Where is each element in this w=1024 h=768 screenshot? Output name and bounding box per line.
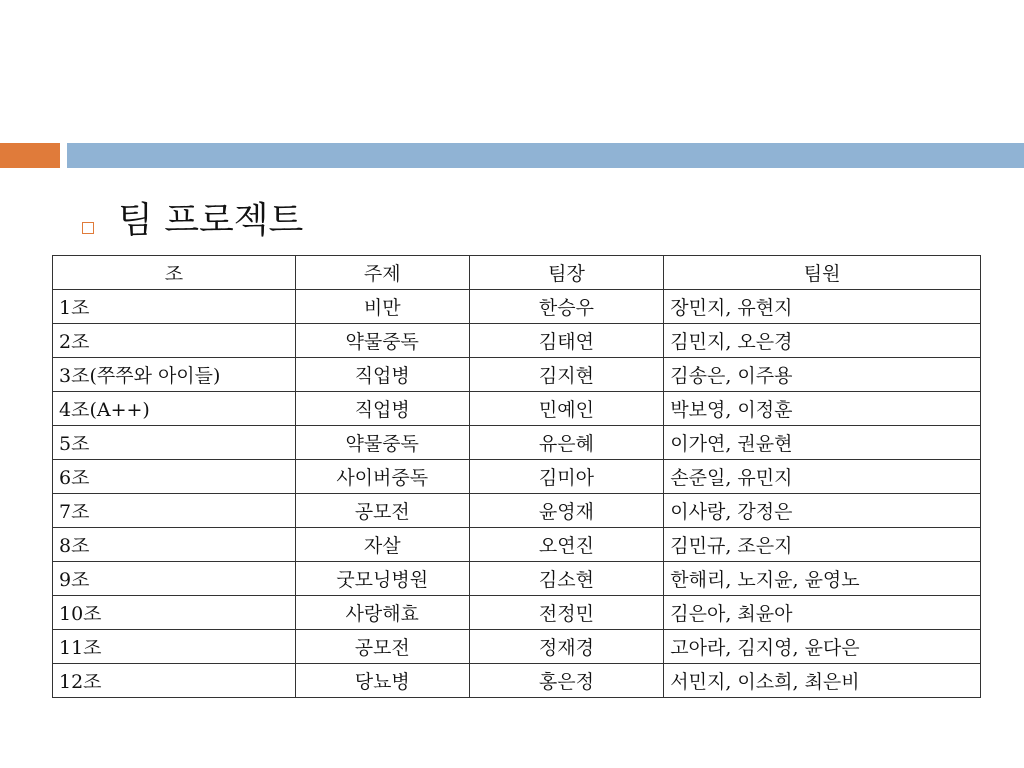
table-row — [53, 664, 981, 698]
cell-members: 이사랑, 강정은 — [664, 494, 981, 528]
cell-group: 4조(A++) — [53, 392, 296, 426]
cell-leader: 김태연 — [469, 324, 664, 358]
table-row — [53, 630, 981, 664]
table-row — [53, 324, 981, 358]
cell-group: 8조 — [53, 528, 296, 562]
table-row — [53, 596, 981, 630]
cell-leader: 유은혜 — [469, 426, 664, 460]
table-row — [53, 290, 981, 324]
cell-members: 서민지, 이소희, 최은비 — [664, 664, 981, 698]
cell-leader: 정재경 — [469, 630, 664, 664]
cell-leader: 오연진 — [469, 528, 664, 562]
cell-topic: 굿모닝병원 — [295, 562, 469, 596]
cell-group: 7조 — [53, 494, 296, 528]
cell-members: 고아라, 김지영, 윤다은 — [664, 630, 981, 664]
cell-group: 3조(쭈쭈와 아이들) — [53, 358, 296, 392]
cell-members: 김민규, 조은지 — [664, 528, 981, 562]
table-row — [53, 392, 981, 426]
header-leader: 팀장 — [469, 256, 664, 290]
cell-leader: 김미아 — [469, 460, 664, 494]
cell-topic: 직업병 — [295, 358, 469, 392]
cell-leader: 민예인 — [469, 392, 664, 426]
cell-members: 장민지, 유현지 — [664, 290, 981, 324]
table-row — [53, 426, 981, 460]
cell-topic: 직업병 — [295, 392, 469, 426]
cell-members: 이가연, 권윤현 — [664, 426, 981, 460]
cell-topic: 사랑해효 — [295, 596, 469, 630]
cell-leader: 윤영재 — [469, 494, 664, 528]
square-bullet-icon — [82, 222, 94, 234]
cell-topic: 약물중독 — [295, 426, 469, 460]
cell-members: 손준일, 유민지 — [664, 460, 981, 494]
accent-bar-blue — [67, 143, 1024, 168]
cell-members: 한해리, 노지윤, 윤영노 — [664, 562, 981, 596]
table-header-row — [53, 256, 981, 290]
cell-leader: 한승우 — [469, 290, 664, 324]
cell-group: 5조 — [53, 426, 296, 460]
cell-group: 10조 — [53, 596, 296, 630]
table-row — [53, 528, 981, 562]
cell-topic: 공모전 — [295, 630, 469, 664]
table-row — [53, 494, 981, 528]
accent-bar-orange — [0, 143, 60, 168]
cell-group: 6조 — [53, 460, 296, 494]
cell-leader: 홍은정 — [469, 664, 664, 698]
table-row — [53, 562, 981, 596]
cell-topic: 공모전 — [295, 494, 469, 528]
cell-members: 박보영, 이정훈 — [664, 392, 981, 426]
cell-group: 1조 — [53, 290, 296, 324]
cell-group: 9조 — [53, 562, 296, 596]
slide-title: 팀 프로젝트 — [118, 200, 304, 241]
cell-members: 김은아, 최윤아 — [664, 596, 981, 630]
cell-group: 12조 — [53, 664, 296, 698]
cell-leader: 전정민 — [469, 596, 664, 630]
cell-leader: 김지현 — [469, 358, 664, 392]
cell-topic: 자살 — [295, 528, 469, 562]
table-row — [53, 358, 981, 392]
table-row — [53, 460, 981, 494]
cell-group: 2조 — [53, 324, 296, 358]
cell-topic: 당뇨병 — [295, 664, 469, 698]
cell-topic: 약물중독 — [295, 324, 469, 358]
cell-topic: 사이버중독 — [295, 460, 469, 494]
header-members: 팀원 — [664, 256, 981, 290]
cell-topic: 비만 — [295, 290, 469, 324]
cell-members: 김송은, 이주용 — [664, 358, 981, 392]
table-body — [53, 290, 981, 698]
header-topic: 주제 — [295, 256, 469, 290]
header-group: 조 — [53, 256, 296, 290]
team-table — [52, 255, 981, 698]
cell-group: 11조 — [53, 630, 296, 664]
cell-members: 김민지, 오은경 — [664, 324, 981, 358]
cell-leader: 김소현 — [469, 562, 664, 596]
